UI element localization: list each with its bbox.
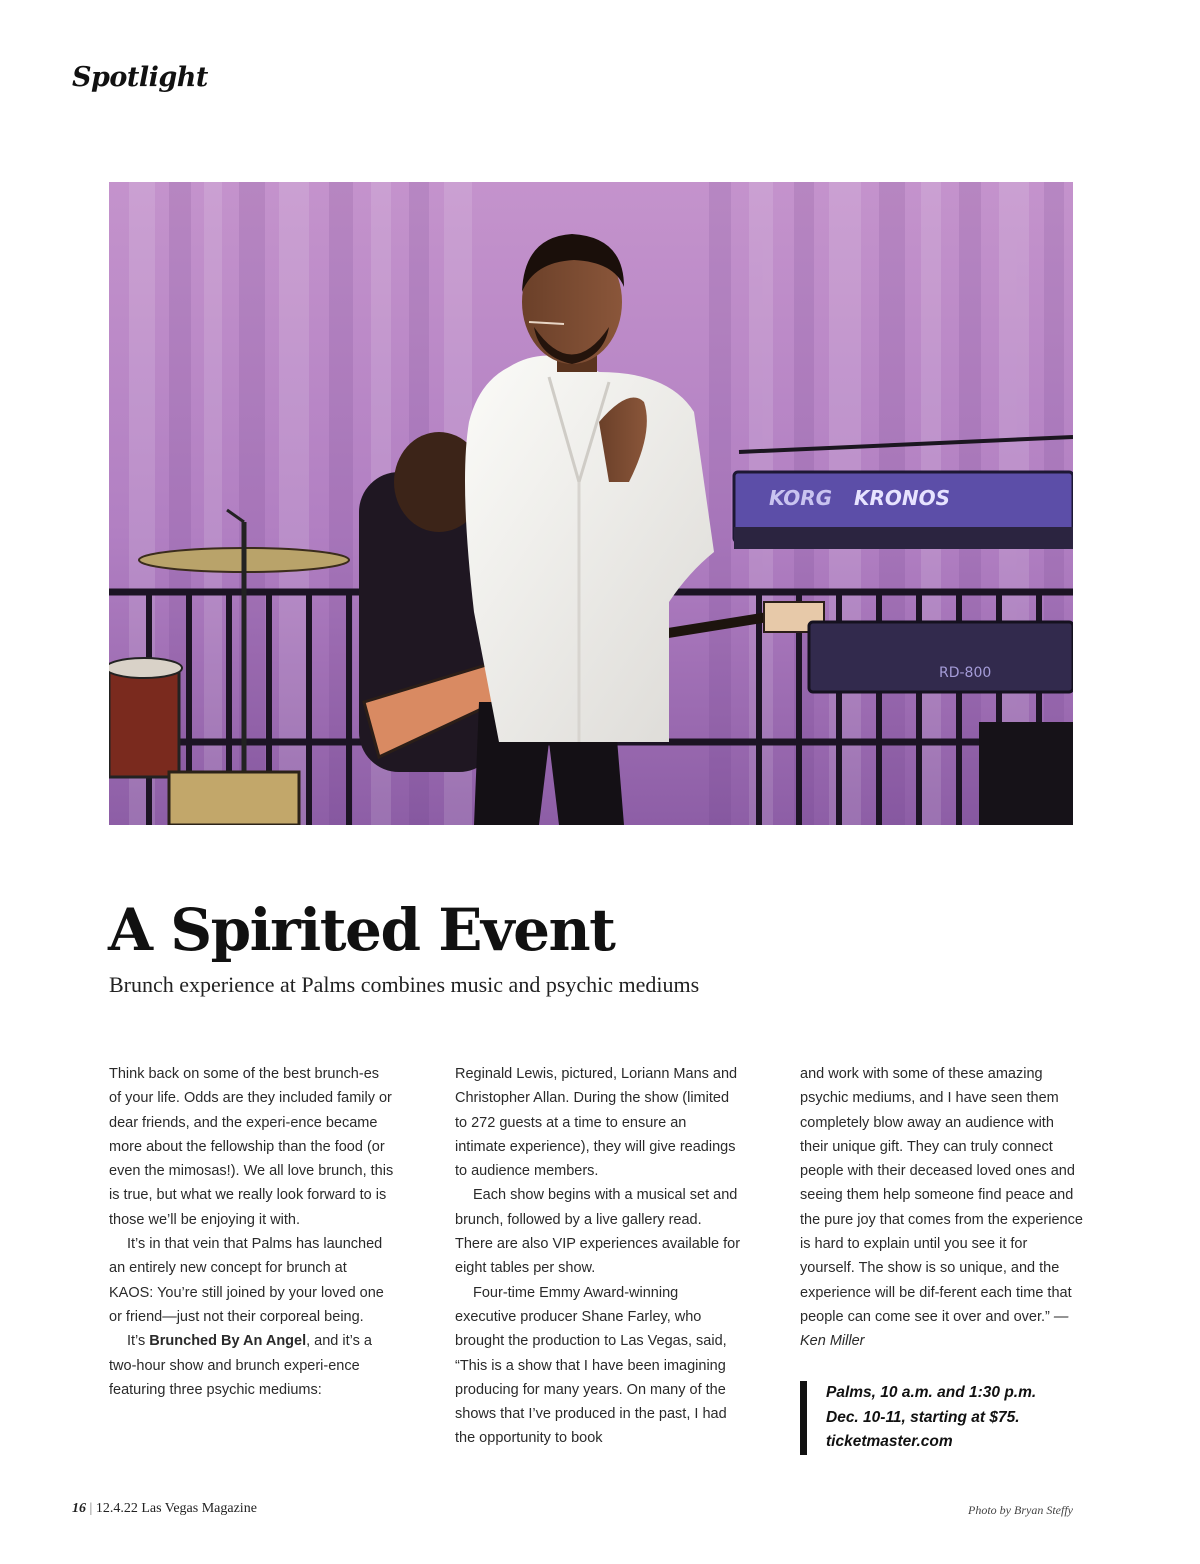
article-column-3 — [800, 1062, 1086, 1354]
article-column-2 — [455, 1062, 741, 1451]
paragraph-lead: It’s — [127, 1333, 150, 1350]
keyboard2-label: RD-800 — [939, 665, 992, 681]
event-dates-price: Dec. 10-11, starting at $75. — [826, 1408, 1020, 1426]
paragraph: Think back on some of the best brunch-es of your life. Odds are they included family or dear friends, and the experi-ence became more about the fellowship than the food (or even the mimosas!). We all love brunch, this is true, but what we really look forward to is those we’ll be enjoying it with. — [109, 1066, 394, 1228]
paragraph: Four-time Emmy Award-winning executive producer Shane Farley, who brought the production to Las Vegas, said, “This is a show that I have been imagining producing for many years. On many of the shows that I’ve produced in the past, I had the opportunity to book — [455, 1284, 727, 1447]
subheadline: Brunch experience at Palms combines music and psychic mediums — [109, 972, 700, 997]
keyboard-brand-right: KRONOS — [854, 486, 951, 510]
headline: A Spirited Event — [108, 896, 615, 964]
issue-info: 12.4.22 Las Vegas Magazine — [95, 1501, 257, 1516]
event-venue-time: Palms, 10 a.m. and 1:30 p.m. — [826, 1384, 1037, 1401]
photo-credit: Photo by Bryan Steffy — [968, 1503, 1073, 1517]
paragraph: Reginald Lewis, pictured, Loriann Mans and Christopher Allan. During the show (limited to 272 guests at a time to ensure an intimate experience), they will give readings to audience members. — [455, 1066, 738, 1180]
hero-photo — [109, 182, 1073, 825]
page-number: 16 — [72, 1501, 86, 1516]
event-info-box — [800, 1381, 1098, 1455]
page-footer — [72, 1501, 257, 1517]
byline: —Ken Miller — [800, 1308, 1069, 1350]
ticket-website: ticketmaster.com — [826, 1433, 953, 1450]
paragraph — [800, 1062, 1086, 1354]
article-column-1 — [109, 1062, 395, 1402]
paragraph — [109, 1329, 395, 1402]
paragraph-rest: , and it’s a two-hour show and brunch experi-ence featuring three psychic mediums: — [109, 1333, 372, 1398]
paragraph: It’s in that vein that Palms has launched an entirely new concept for brunch at KAOS: You’re still joined by your loved one or friend—just not their corporeal being. — [109, 1236, 384, 1325]
keyboard-brand-left: KORG — [769, 486, 833, 510]
footer-separator: | — [89, 1501, 93, 1516]
paragraph: Each show begins with a musical set and brunch, followed by a live gallery read. There are also VIP experiences available for eight tables per show. — [455, 1187, 741, 1277]
paragraph-text: and work with some of these amazing psychic mediums, and I have seen them completely blow away an audience with their unique gift. They can truly connect people with their deceased loved ones and seeing them help someone find peace and the pure joy that comes from the experience is hard to explain until you see it for yourself. The show is so unique, and the experience will be dif-ferent each time that people can come see it over and over.” — [800, 1066, 1083, 1325]
section-label: Spotlight — [72, 62, 208, 93]
event-name: Brunched By An Angel — [149, 1333, 307, 1350]
